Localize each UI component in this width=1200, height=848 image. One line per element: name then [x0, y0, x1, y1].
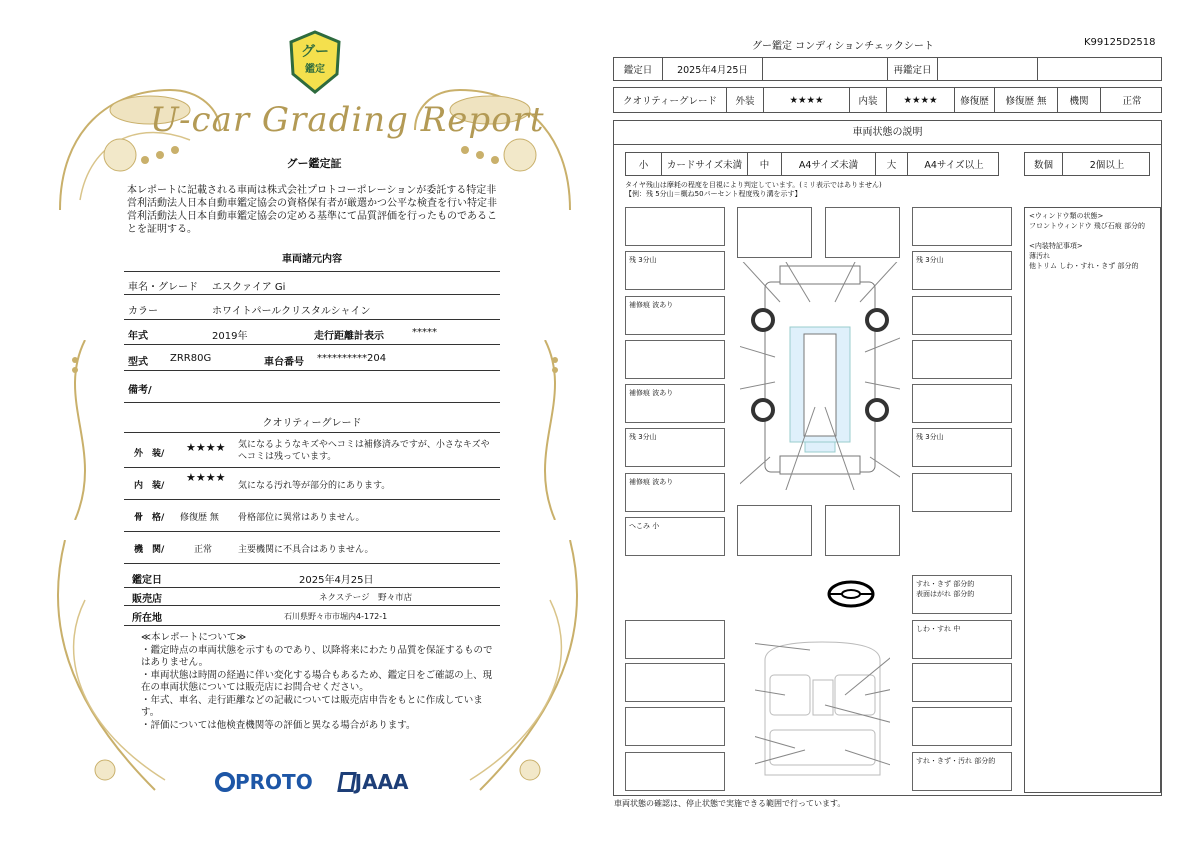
label-box — [912, 707, 1012, 746]
spec-color-label: カラー — [128, 306, 158, 317]
date-row — [124, 566, 500, 588]
spec-row-year — [124, 321, 500, 345]
jaaa-logo — [339, 770, 409, 794]
r-repair-label: 修復歴 — [955, 88, 995, 112]
note-2: ・車両状態は時間の経過に伴い変化する場合もあるため、鑑定日をご確認の上、現在の車両状態については販売店にお問合せください。 — [141, 669, 493, 693]
label-box — [912, 384, 1012, 423]
spec-row-remarks — [124, 375, 500, 403]
q-ext-text: 気になるようなキズやヘコミは補修済みですが、小さなキズやヘコミは残っています。 — [238, 440, 490, 462]
q-engine-text: 主要機関に不具合はありません。 — [238, 545, 374, 555]
label-box: 残 3分山 — [625, 428, 725, 467]
label-box: へこみ 小 — [625, 517, 725, 556]
label-box — [625, 207, 725, 246]
sheet-code: K99125D2518 — [1084, 37, 1156, 48]
label-box: すれ・きず・汚れ 部分的 — [912, 752, 1012, 791]
r-int-label: 内装 — [850, 88, 887, 112]
addr-label: 所在地 — [132, 613, 162, 624]
rear-right-tire-icon — [867, 400, 887, 420]
r-date-value: 2025年4月25日 — [663, 58, 763, 80]
r-redate-value — [938, 58, 1038, 80]
count-box — [1024, 152, 1150, 176]
label-box: 残 3分山 — [912, 251, 1012, 290]
legend-small-desc: カードサイズ未満 — [662, 153, 748, 175]
addr-value: 石川県野々市市堀内4-172-1 — [284, 612, 388, 621]
label-box — [625, 620, 725, 659]
label-box: 補修痕 波あり — [625, 473, 725, 512]
label-box — [912, 663, 1012, 702]
legend-box — [625, 152, 999, 176]
r-int-value: ★★★★ — [887, 88, 955, 112]
label-box: しわ・すれ 中 — [912, 620, 1012, 659]
label-box: 残 3分山 — [912, 428, 1012, 467]
spec-row-name — [124, 271, 500, 295]
proto-logo-icon — [215, 772, 235, 792]
r-redate-label: 再鑑定日 — [888, 58, 938, 80]
badge-text-top: グー — [301, 44, 329, 60]
r-date-label: 鑑定日 — [614, 58, 663, 80]
legend-small: 小 — [626, 153, 662, 175]
steering-wheel-icon — [826, 579, 876, 609]
spec-row-color — [124, 296, 500, 320]
spec-model-label: 型式 — [128, 357, 148, 368]
label-box — [625, 707, 725, 746]
legend-medium-desc: A4サイズ未満 — [782, 153, 876, 175]
spec-year-value: 2019年 — [212, 331, 248, 342]
front-left-tire-icon — [753, 310, 773, 330]
r-ext-value: ★★★★ — [764, 88, 850, 112]
count-label: 数個 — [1025, 153, 1063, 175]
quality-row-frame — [124, 500, 500, 532]
count-value: 2個以上 — [1089, 160, 1125, 171]
ornament-right-side — [515, 340, 575, 520]
q-frame-value: 修復歴 無 — [180, 513, 219, 523]
shop-row — [124, 588, 500, 606]
q-int-text: 気になる汚れ等が部分的にあります。 — [238, 481, 391, 491]
spec-odo-value: ***** — [412, 327, 437, 338]
r-engine-value: 正常 — [1122, 96, 1142, 107]
spec-name-label: 車名・グレード — [128, 282, 198, 293]
sheet-footer: 車両状態の確認は、停止状態で実施できる範囲で行っています。 — [614, 799, 846, 808]
note-3: ・年式、車名、走行距離などの記載については販売店申告をもとに作成しています。 — [141, 694, 483, 718]
date-label: 鑑定日 — [132, 575, 162, 586]
q-frame-label: 骨 格/ — [134, 513, 165, 523]
quality-row-interior — [124, 468, 500, 500]
r-date-blank — [763, 58, 888, 80]
spec-year-label: 年式 — [128, 331, 148, 342]
tire-note-2: 【例：残 5分山＝概ね50パーセント程度残り溝を示す】 — [625, 190, 802, 198]
shop-label: 販売店 — [132, 594, 162, 605]
shop-value: ネクステージ 野々市店 — [319, 593, 413, 603]
legend-large-desc: A4サイズ以上 — [924, 160, 984, 171]
cert-body: 本レポートに記載される車両は株式会社プロトコーポレーションが委託する特定非営利活動法人日本自動車鑑定協会の資格保有者が厳選かつ公平な検査を行い特定非営利活動法人日本自動車鑑定協会の定める基準にて品質評価を行ったものであることを証明する。 — [127, 185, 497, 235]
quality-row-engine — [124, 532, 500, 564]
report-notes — [141, 632, 501, 732]
sheet-title: グー鑑定 コンディションチェックシート — [752, 41, 934, 52]
label-box: 残 3分山 — [625, 251, 725, 290]
spec-name-value: エスクァイア Gi — [212, 282, 286, 293]
ornament-left-side — [55, 340, 115, 520]
r-ext-label: 外装 — [727, 88, 764, 112]
label-box — [912, 473, 1012, 512]
tire-note-1: タイヤ残山は摩耗の程度を目視により判定しています。(ミリ表示ではありません) — [625, 181, 882, 189]
note-4: ・評価については他検査機関等の評価と異なる場合があります。 — [141, 719, 416, 731]
script-title: U-car Grading Report — [150, 100, 545, 140]
note-1: ・鑑定時点の車両状態を示すものであり、以降将来にわたり品質を保証するものではありません。 — [141, 644, 493, 668]
label-box — [912, 296, 1012, 335]
q-int-stars: ★★★★ — [186, 471, 226, 484]
label-box — [737, 207, 812, 258]
label-box: 補修痕 波あり — [625, 384, 725, 423]
front-right-tire-icon — [867, 310, 887, 330]
label-box — [825, 207, 900, 258]
rear-left-tire-icon — [753, 400, 773, 420]
spec-remarks-label: 備考/ — [128, 385, 152, 396]
side-notes: <ウィンドウ類の状態> フロントウィンドウ 飛び石痕 部分的 <内装特記事項> 薄汚れ 他トリム しわ・すれ・きず 部分的 — [1024, 207, 1161, 793]
addr-row — [124, 606, 500, 626]
label-steering: すれ・きず 部分的 表面はがれ 部分的 — [912, 575, 1012, 614]
q-frame-text: 骨格部位に異常はありません。 — [238, 513, 365, 523]
q-ext-stars: ★★★★ — [186, 441, 226, 454]
quality-row-exterior — [124, 432, 500, 468]
jaaa-logo-icon — [337, 772, 357, 792]
car-interior-diagram — [755, 640, 890, 780]
jaaa-logo-text: JAAA — [354, 770, 409, 794]
legend-large: 大 — [876, 153, 908, 175]
q-engine-value: 正常 — [194, 545, 213, 555]
badge-text-bottom: 鑑定 — [305, 64, 325, 75]
logo-bar — [215, 770, 409, 794]
date-bar — [613, 57, 1162, 81]
spec-title: 車両諸元内容 — [282, 254, 342, 265]
spec-chassis-label: 車台番号 — [264, 357, 304, 368]
q-engine-label: 機 関/ — [134, 545, 165, 555]
label-box: 補修痕 波あり — [625, 296, 725, 335]
label-box — [625, 663, 725, 702]
q-ext-label: 外 装/ — [134, 449, 165, 459]
spec-chassis-value: **********204 — [317, 353, 387, 364]
goo-kantei-badge-icon — [287, 30, 343, 94]
spec-row-model — [124, 347, 500, 371]
r-engine-label: 機関 — [1058, 88, 1101, 112]
grade-bar — [613, 87, 1162, 113]
proto-logo-text: PROTO — [235, 770, 313, 794]
q-int-label: 内 装/ — [134, 481, 165, 491]
spec-odo-label: 走行距離計表示 — [314, 331, 384, 342]
legend-medium: 中 — [748, 153, 782, 175]
label-box — [912, 207, 1012, 246]
date-value: 2025年4月25日 — [299, 575, 374, 586]
spec-model-value: ZRR80G — [170, 353, 212, 364]
label-box — [825, 505, 900, 556]
label-box — [625, 752, 725, 791]
r-grade-label: クオリティーグレード — [614, 88, 727, 112]
label-box — [737, 505, 812, 556]
car-top-view-diagram — [740, 262, 900, 490]
explain-title: 車両状態の説明 — [614, 121, 1161, 145]
label-box — [625, 340, 725, 379]
spec-color-value: ホワイトパールクリスタルシャイン — [212, 306, 371, 317]
quality-title: クオリティーグレード — [262, 418, 362, 429]
proto-logo — [215, 770, 320, 794]
label-box — [912, 340, 1012, 379]
notes-title: ≪本レポートについて≫ — [141, 632, 247, 643]
r-repair-value: 修復歴 無 — [995, 88, 1058, 112]
cert-title: グー鑑定証 — [286, 157, 342, 170]
